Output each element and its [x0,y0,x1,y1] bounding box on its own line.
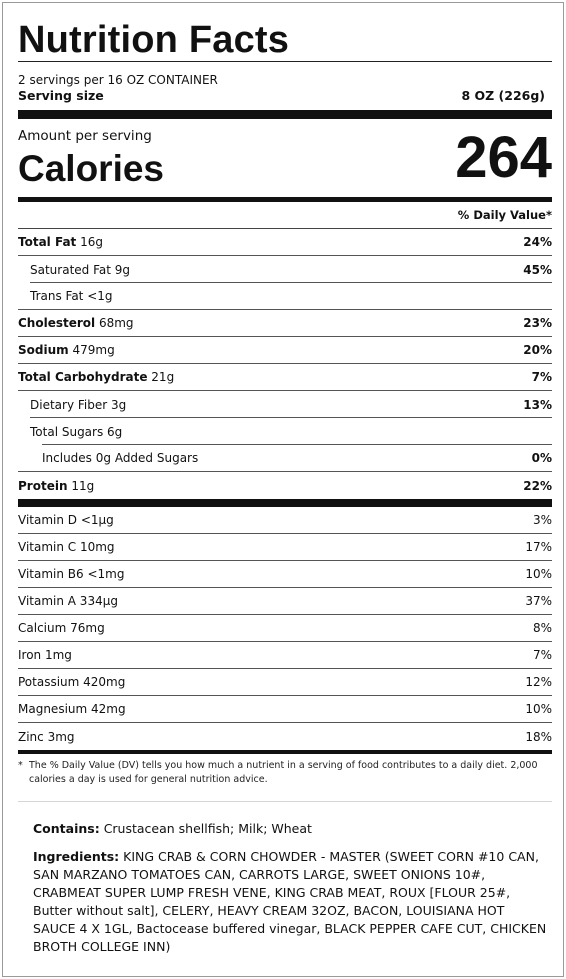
vitamin-percent: 12% [525,675,552,689]
vitamin-label: Vitamin C 10mg [18,540,115,554]
nutrient-amount: 9g [114,262,131,277]
nutrient-row-trans-fat [18,283,552,310]
vitamin-percent: 3% [532,513,552,527]
nutrient-percent: 45% [523,262,552,277]
nutrient-percent: 0% [531,451,552,465]
vitamin-row-d [18,507,552,534]
vitamin-label: Iron 1mg [18,648,72,662]
calories-value: 264 [455,125,552,190]
nutrient-label: Total Sugars [30,424,104,439]
serving-size-row [18,88,552,106]
nutrient-label: Includes 0g Added Sugars [42,451,199,465]
vitamin-percent: 10% [525,567,552,581]
vitamin-label: Potassium 420mg [18,675,126,689]
nutrient-percent: 20% [523,343,552,357]
nutrient-percent: 7% [531,370,552,384]
title-rule [18,61,552,62]
footnote-marker: * [18,760,23,771]
vitamin-label: Vitamin A 334µg [18,594,118,608]
label-title: Nutrition Facts [18,19,290,61]
contains-text: Crustacean shellfish; Milk; Wheat [103,821,312,836]
nutrient-label: Protein [18,478,68,493]
nutrient-label: Dietary Fiber [30,397,108,412]
nutrient-label: Total Carbohydrate [18,370,148,384]
section-separator [18,801,552,802]
ingredients-statement [18,848,552,956]
vitamin-label: Zinc 3mg [18,729,75,744]
nutrient-row-added-sugars [18,445,552,472]
nutrition-panel [18,3,552,956]
nutrient-label: Saturated Fat [30,262,111,277]
nutrient-row-saturated-fat [18,256,552,283]
servings-per-container: 2 servings per 16 OZ CONTAINER [18,73,218,87]
thick-divider [18,110,552,119]
nutrient-amount: 16g [80,235,104,249]
footnote-text: The % Daily Value (DV) tells you how much a nutrient in a serving of food contributes to a daily diet. 2,000 calories a day is used for general nutrition advice. [29,760,538,785]
nutrient-label: Sodium [18,343,69,357]
vitamin-row-b6 [18,561,552,588]
nutrient-amount: 3g [111,397,127,412]
vitamin-label: Calcium 76mg [18,621,105,635]
mineral-row-calcium [18,615,552,642]
nutrient-amount: <1g [87,289,113,303]
nutrient-percent: 13% [523,397,552,412]
vitamin-percent: 37% [525,594,552,608]
nutrient-label: Trans Fat [30,289,84,303]
mineral-row-magnesium [18,696,552,723]
thick-divider-vitamins [18,499,552,507]
ingredients-label: Ingredients: [33,849,120,864]
nutrient-percent: 23% [523,316,552,330]
nutrient-row-cholesterol [18,310,552,337]
vitamin-label: Vitamin B6 <1mg [18,567,125,581]
serving-size-label: Serving size [18,88,104,103]
nutrient-percent: 24% [523,235,552,249]
vitamin-row-a [18,588,552,615]
mineral-row-zinc [18,723,552,750]
daily-value-header: % Daily Value* [18,202,552,229]
nutrient-amount: 21g [151,370,175,384]
nutrient-amount: 11g [71,478,95,493]
nutrition-label [2,2,564,977]
amount-per-serving: Amount per serving [18,128,152,144]
nutrient-row-total-carbohydrate [18,364,552,391]
nutrient-amount: 6g [107,424,123,439]
mineral-row-iron [18,642,552,669]
vitamin-label: Vitamin D <1µg [18,513,114,527]
nutrient-percent: 22% [523,478,552,493]
vitamin-percent: 10% [525,702,552,716]
nutrient-label: Total Fat [18,235,77,249]
vitamin-row-c [18,534,552,561]
vitamin-percent: 8% [532,621,552,635]
daily-value-footnote [18,759,552,787]
serving-size-value: 8 OZ (226g) [461,88,545,103]
nutrient-row-total-fat [18,229,552,256]
nutrient-label: Cholesterol [18,316,96,330]
allergen-statement [18,820,552,838]
calories-label: Calories [18,148,165,189]
footer-divider [18,750,552,754]
nutrient-amount: 479mg [72,343,115,357]
nutrient-amount: 68mg [98,316,134,330]
nutrient-row-sodium [18,337,552,364]
vitamin-percent: 18% [525,729,552,744]
nutrient-row-protein [18,472,552,499]
vitamin-label: Magnesium 42mg [18,702,126,716]
vitamin-percent: 7% [532,648,552,662]
nutrient-row-total-sugars [18,418,552,445]
vitamin-percent: 17% [525,540,552,554]
mineral-row-potassium [18,669,552,696]
nutrient-row-dietary-fiber [18,391,552,418]
ingredients-text: KING CRAB & CORN CHOWDER - MASTER (SWEET CORN #10 CAN, SAN MARZANO TOMATOES CAN, CARROTS LARGE, SWEET ONIONS 10#, CRABMEAT SUPER LUMP FRESH VENE, KING CRAB MEAT, ROUX [FLOUR 25#, Butter without salt], CELERY, HEAVY CREAM 32OZ, BACON, LOUISIANA HOT SAUCE 4 X 1GL, Bactocease buffered vinegar, BLACK PEPPER CAFE CUT, CHICKEN BROTH COLLEGE INN) [33,849,547,954]
contains-label: Contains: [33,821,100,836]
